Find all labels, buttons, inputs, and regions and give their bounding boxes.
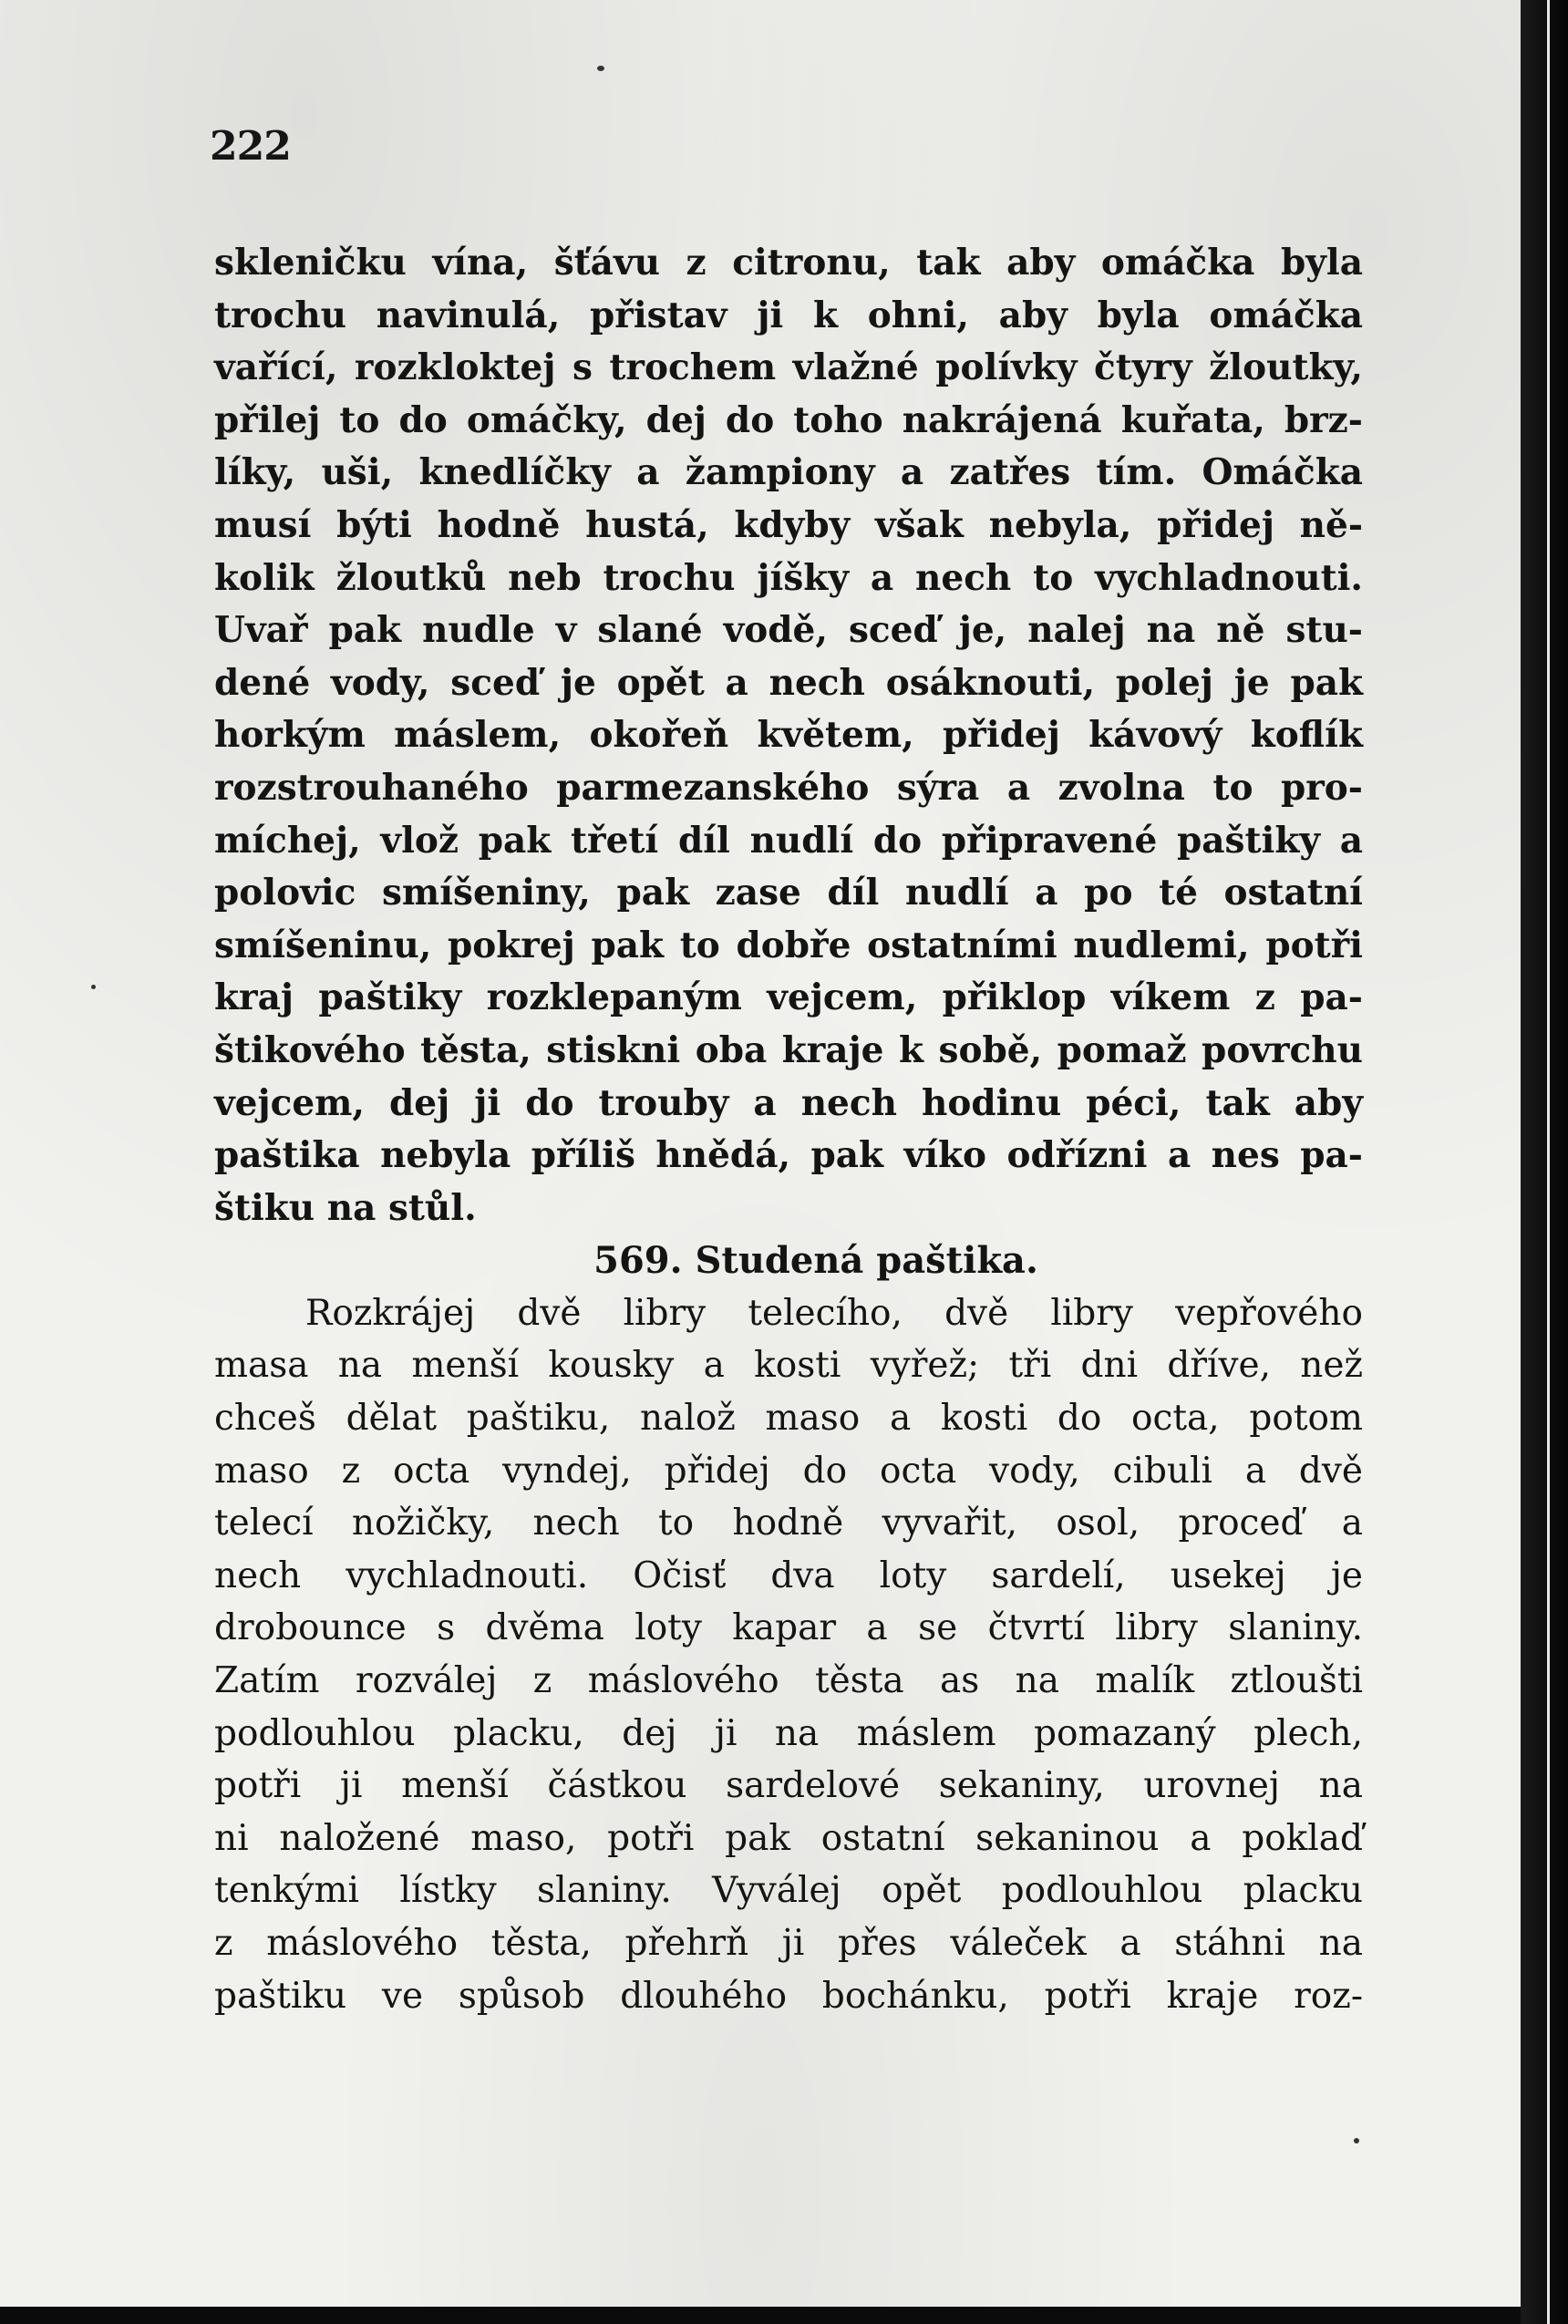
text-line: trochu navinulá, přistav ji k ohni, aby byla omáčka (214, 294, 1363, 336)
text-line: telecí nožičky, nech to hodně vyvařit, osol, proceď a (214, 1503, 1363, 1544)
text-line: paštiku ve spůsob dlouhého bochánku, potři kraje roz- (214, 1975, 1363, 2017)
text-line: ni naložené maso, potři pak ostatní sekaninou a poklaď (214, 1817, 1363, 1859)
text-line: potři ji menší částkou sardelové sekaniny, urovnej na (214, 1765, 1363, 1807)
text-line: smíšeninu, pokrej pak to dobře ostatními nudlemi, potři (214, 924, 1363, 966)
text-line: maso z octa vyndej, přidej do octa vody, cibuli a dvě (214, 1450, 1363, 1492)
text-line: vařící, rozkloktej s trochem vlažné polívky čtyry žloutky, (214, 346, 1363, 389)
text-line: míchej, vlož pak třetí díl nudlí do připravené paštiky a (214, 819, 1363, 862)
text-line: přilej to do omáčky, dej do toho nakrájená kuřata, brz- (214, 398, 1363, 441)
text-line: kraj paštiky rozklepaným vejcem, přiklop víkem z pa- (214, 976, 1363, 1019)
book-spine-shadow (1521, 0, 1568, 2324)
text-line: Zatím rozválej z máslového těsta as na malík ztloušti (214, 1660, 1363, 1702)
text-line: drobounce s dvěma loty kapar a se čtvrtí libry slaniny. (214, 1607, 1363, 1649)
recipe-heading: 569. Studená paštika. (593, 1239, 1038, 1283)
text-line: Rozkrájej dvě libry telecího, dvě libry vepřového (305, 1292, 1363, 1334)
text-line: tenkými lístky slaniny. Vyválej opět podlouhlou placku (214, 1870, 1363, 1912)
text-line: masa na menší kousky a kosti vyřež; tři dni dříve, než (214, 1345, 1363, 1387)
text-line: vejcem, dej ji do trouby a nech hodinu péci, tak aby (214, 1081, 1363, 1124)
ink-speck (597, 66, 604, 71)
text-line: chceš dělat paštiku, nalož maso a kosti do octa, potom (214, 1398, 1363, 1440)
text-line: z máslového těsta, přehrň ji přes váleček a stáhni na (214, 1923, 1363, 1964)
text-line: podlouhlou placku, dej ji na máslem pomazaný plech, (214, 1712, 1363, 1754)
text-line: musí býti hodně hustá, kdyby však nebyla, přidej ně- (214, 503, 1363, 546)
text-line: rozstrouhaného parmezanského sýra a zvolna to pro- (214, 766, 1363, 809)
text-line: líky, uši, knedlíčky a žampiony a zatřes tím. Omáčka (214, 451, 1363, 494)
paragraph-continued (214, 237, 1363, 1234)
ink-speck (91, 985, 96, 989)
text-line: horkým máslem, okořeň květem, přidej kávový koflík (214, 714, 1363, 757)
page-number: 222 (210, 123, 291, 170)
text-line: štiku na stůl. (214, 1186, 477, 1229)
text-line: Uvař pak nudle v slané vodě, sceď je, nalej na ně stu- (214, 609, 1363, 652)
text-line: kolik žloutků neb trochu jíšky a nech to vychladnouti. (214, 556, 1363, 599)
page-text (214, 237, 1363, 2022)
page-edge (1547, 0, 1550, 2324)
text-line: nech vychladnouti. Očisť dva loty sardelí, usekej je (214, 1554, 1363, 1596)
text-line: štikového těsta, stiskni oba kraje k sobě, pomaž povrchu (214, 1028, 1363, 1071)
text-line: dené vody, sceď je opět a nech osáknouti, polej je pak (214, 661, 1363, 704)
recipe-paragraph (214, 1287, 1363, 2022)
ink-speck (1354, 2138, 1359, 2143)
text-line: paštika nebyla příliš hnědá, pak víko odřízni a nes pa- (214, 1134, 1363, 1177)
text-line: skleničku vína, šťávu z citronu, tak aby omáčka byla (214, 242, 1363, 284)
text-line: polovic smíšeniny, pak zase díl nudlí a po té ostatní (214, 872, 1363, 914)
